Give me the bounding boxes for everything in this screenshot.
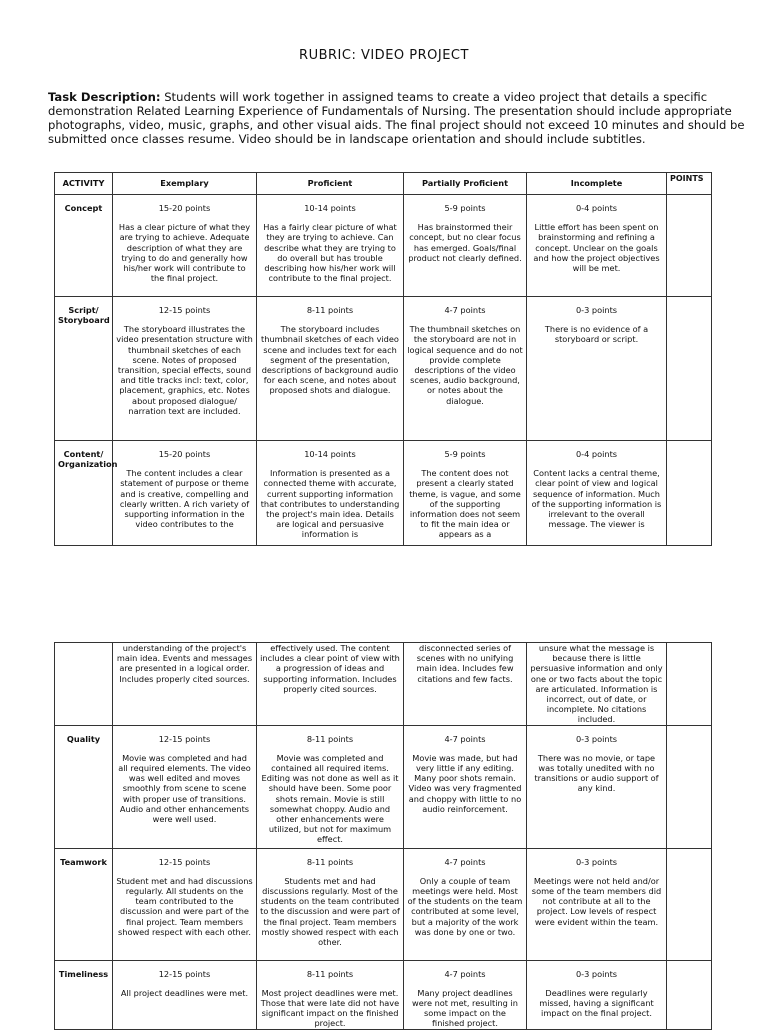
points-range: 12-15 points bbox=[158, 968, 211, 979]
points-range: 12-15 points bbox=[158, 305, 211, 315]
activity-cell: Teamwork bbox=[55, 848, 113, 960]
rubric-cell bbox=[113, 848, 257, 960]
criteria-text: Little effort has been spent on brainstorming and refining a concept. Unclear on the goals and how the project objectives will be met. bbox=[533, 222, 660, 274]
points-cell bbox=[667, 441, 712, 546]
activity-cell bbox=[55, 643, 113, 726]
rubric-cell bbox=[257, 441, 404, 546]
points-range: 4-7 points bbox=[444, 305, 486, 315]
criteria-text: Deadlines were regularly missed, having a significant impact on the final project. bbox=[539, 987, 654, 1019]
points-range: 10-14 points bbox=[304, 203, 356, 213]
points-range: 0-4 points bbox=[575, 449, 618, 459]
rubric-cell bbox=[257, 960, 404, 1029]
criteria-text: Most project deadlines were met. Those that were late did not have significant impact on the finished project. bbox=[260, 987, 400, 1029]
criteria-text: The content does not present a clearly stated theme, is vague, and some of the supporting information does not seem to fit the main idea or appears as a bbox=[409, 468, 521, 540]
points-range: 4-7 points bbox=[444, 856, 486, 867]
points-cell bbox=[667, 725, 712, 848]
criteria-text: There was no movie, or tape was totally unedited with no transitions or audio support of any kind. bbox=[534, 752, 659, 794]
header-points: POINTS bbox=[667, 173, 712, 195]
criteria-text: Many project deadlines were not met, resulting in some impact on the finished project. bbox=[412, 987, 518, 1029]
criteria-text: Movie was completed and had all required elements. The video was well edited and moves smoothly from scene to scene with proper use of transitions. Audio and other enhancements were well used. bbox=[118, 752, 251, 825]
criteria-text: understanding of the project's main idea. Events and messages are presented in a logical order. Includes properly cited sources. bbox=[113, 643, 257, 726]
points-range: 0-3 points bbox=[575, 305, 618, 315]
rubric-cell bbox=[404, 441, 527, 546]
criteria-text: Meetings were not held and/or some of the team members did not contribute at all to the project. Low levels of respect were evident within the team. bbox=[531, 875, 662, 927]
points-range: 0-3 points bbox=[575, 968, 618, 979]
activity-cell: Quality bbox=[55, 725, 113, 848]
points-range: 8-11 points bbox=[306, 856, 354, 867]
rubric-cell bbox=[404, 297, 527, 441]
rubric-table-page-2 bbox=[54, 642, 712, 1030]
rubric-cell bbox=[113, 960, 257, 1029]
criteria-text: The content includes a clear statement of purpose or theme and is creative, compelling and clearly written. A rich variety of supporting information in the video contributes to the bbox=[119, 468, 250, 530]
points-range: 0-3 points bbox=[575, 733, 618, 744]
points-range: 8-11 points bbox=[306, 305, 354, 315]
points-range: 15-20 points bbox=[158, 449, 211, 459]
criteria-text: Has a clear picture of what they are trying to achieve. Adequate description of what they are trying to do and generally how his/her work will contribute to the final project. bbox=[118, 222, 251, 284]
criteria-text: Has brainstormed their concept, but no clear focus has emerged. Goals/final product not clearly defined. bbox=[408, 222, 522, 263]
rubric-cell bbox=[527, 960, 667, 1029]
points-range: 10-14 points bbox=[304, 449, 356, 459]
criteria-text: effectively used. The content includes a clear point of view with a progression of ideas and supporting information. Includes properly cited sources. bbox=[257, 643, 404, 726]
rubric-cell bbox=[113, 195, 257, 297]
rubric-cell bbox=[527, 848, 667, 960]
table-header-row bbox=[55, 173, 712, 195]
points-range: 5-9 points bbox=[444, 203, 486, 213]
criteria-text: Student met and had discussions regularly. All students on the team contributed to the discussion and were part of the final project. Team members showed respect with each other. bbox=[116, 875, 253, 937]
points-cell bbox=[667, 848, 712, 960]
header-exemplary: Exemplary bbox=[113, 173, 257, 195]
rubric-cell bbox=[404, 195, 527, 297]
table-row bbox=[55, 725, 712, 848]
header-proficient: Proficient bbox=[257, 173, 404, 195]
criteria-text: Has a fairly clear picture of what they are trying to achieve. Can describe what they are trying to do overall but has trouble describing how his/her work will contribute to the final project. bbox=[263, 222, 397, 284]
points-cell bbox=[667, 297, 712, 441]
points-range: 4-7 points bbox=[444, 733, 486, 744]
points-range: 12-15 points bbox=[158, 856, 211, 867]
criteria-text: disconnected series of scenes with no unifying main idea. Includes few citations and few facts. bbox=[404, 643, 527, 726]
criteria-text: All project deadlines were met. bbox=[120, 987, 249, 998]
criteria-text: Students met and had discussions regularly. Most of the students on the team contributed to the discussion and were part of the final project. Team members mostly showed respect with each other. bbox=[260, 875, 400, 948]
rubric-cell bbox=[257, 725, 404, 848]
rubric-table-page-1 bbox=[54, 172, 712, 546]
rubric-cell bbox=[113, 441, 257, 546]
rubric-cell bbox=[113, 297, 257, 441]
rubric-cell bbox=[404, 725, 527, 848]
points-cell bbox=[667, 643, 712, 726]
task-description bbox=[48, 90, 748, 146]
points-range: 12-15 points bbox=[158, 733, 211, 744]
table-row bbox=[55, 195, 712, 297]
activity-cell: Concept bbox=[55, 195, 113, 297]
activity-cell: Timeliness bbox=[55, 960, 113, 1029]
rubric-cell bbox=[527, 297, 667, 441]
header-activity: ACTIVITY bbox=[55, 173, 113, 195]
points-range: 4-7 points bbox=[444, 968, 486, 979]
points-cell bbox=[667, 195, 712, 297]
criteria-text: The storyboard includes thumbnail sketches of each video scene and includes text for each segment of the presentation, descriptions of background audio for each scene, and notes about proposed shots and dialogue. bbox=[261, 324, 399, 396]
rubric-cell bbox=[404, 848, 527, 960]
table-row bbox=[55, 960, 712, 1029]
table-row bbox=[55, 848, 712, 960]
activity-cell: Script/ Storyboard bbox=[55, 297, 113, 441]
criteria-text: Only a couple of team meetings were held. Most of the students on the team contributed at some level, but a majority of the work was done by one or two. bbox=[407, 875, 523, 937]
criteria-text: Movie was completed and contained all required items. Editing was not done as well as it should have been. Some poor shots remain. Movie is still somewhat choppy. Audio and other enhancements were utilized, but not for maximum effect. bbox=[261, 752, 399, 845]
rubric-cell bbox=[257, 195, 404, 297]
document-title: RUBRIC: VIDEO PROJECT bbox=[299, 48, 469, 63]
points-range: 0-3 points bbox=[575, 856, 618, 867]
rubric-cell bbox=[113, 725, 257, 848]
points-range: 8-11 points bbox=[306, 733, 354, 744]
rubric-cell bbox=[527, 195, 667, 297]
criteria-text: The storyboard illustrates the video presentation structure with thumbnail sketches of each scene. Notes of proposed transition, special effects, sound and title tracks incl: text, color, placement, graphics, etc. Notes about proposed dialogue/ narration text are included. bbox=[116, 324, 253, 416]
points-range: 5-9 points bbox=[444, 449, 486, 459]
rubric-cell bbox=[527, 725, 667, 848]
points-cell bbox=[667, 960, 712, 1029]
rubric-cell bbox=[527, 441, 667, 546]
criteria-text: Content lacks a central theme, clear point of view and logical sequence of information. Much of the supporting information is irrelevant to the overall message. The viewer is bbox=[531, 468, 662, 530]
criteria-text: The thumbnail sketches on the storyboard are not in logical sequence and do not provide complete descriptions of the video scenes, audio background, or notes about the dialogue. bbox=[407, 324, 523, 406]
rubric-cell bbox=[257, 848, 404, 960]
rubric-cell bbox=[404, 960, 527, 1029]
activity-cell: Content/ Organization bbox=[55, 441, 113, 546]
criteria-text: Information is presented as a connected theme with accurate, current supporting information that contributes to understanding the project's main idea. Details are logical and persuasive information is bbox=[260, 468, 400, 540]
task-description-label: Task Description: bbox=[48, 90, 161, 104]
points-range: 0-4 points bbox=[575, 203, 618, 213]
table-row-continuation bbox=[55, 643, 712, 726]
criteria-text: There is no evidence of a storyboard or script. bbox=[544, 324, 649, 345]
header-incomplete: Incomplete bbox=[527, 173, 667, 195]
table-row bbox=[55, 297, 712, 441]
task-description-text: Students will work together in assigned teams to create a video project that details a specific demonstration Related Learning Experience of Fundamentals of Nursing. The presentation should include appropriate photographs, video, music, graphs, and other visual aids. The final project should not exceed 10 minutes and should be submitted once classes resume. Video should be in landscape orientation and should include subtitles. bbox=[48, 90, 745, 146]
criteria-text: unsure what the message is because there is little persuasive information and only one or two facts about the topic are articulated. Information is incorrect, out of date, or incomplete. No citations included. bbox=[527, 643, 667, 726]
header-partially-proficient: Partially Proficient bbox=[404, 173, 527, 195]
points-range: 8-11 points bbox=[306, 968, 354, 979]
rubric-cell bbox=[257, 297, 404, 441]
table-row bbox=[55, 441, 712, 546]
criteria-text: Movie was made, but had very little if any editing. Many poor shots remain. Video was very fragmented and choppy with little to no audio reinforcement. bbox=[408, 752, 522, 814]
points-range: 15-20 points bbox=[158, 203, 211, 213]
